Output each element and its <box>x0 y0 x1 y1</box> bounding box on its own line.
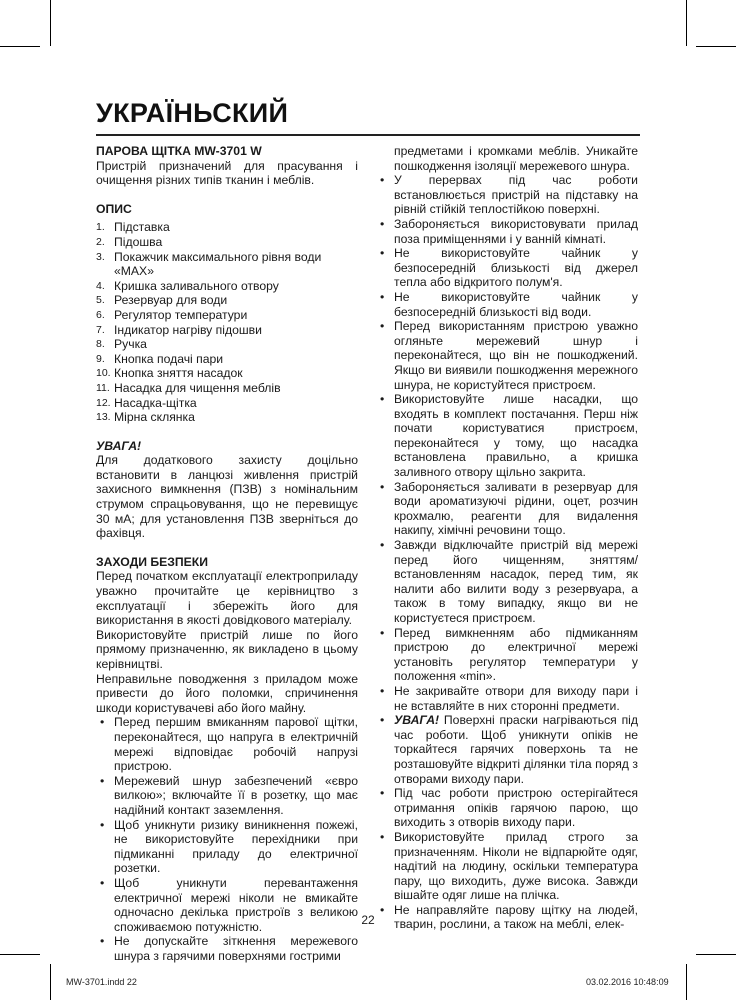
attention-text: Для додаткового захисту доцільно встановити в ланцюзі живлення пристрій захисного вимкнення (ПЗВ) з номінальним струмом спрацьовування, що не перевищує 30 мА; для установлення ПЗВ зверніться до фахівця. <box>96 453 358 541</box>
safety-heading: ЗАХОДИ БЕЗПЕКИ <box>96 554 209 569</box>
part-item <box>96 220 358 235</box>
bullet-text: Щоб уникнути ризику виникнення пожежі, не використовуйте перехідники при підмиканні приладу до електричної розетки. <box>114 817 358 876</box>
part-item <box>96 396 358 411</box>
crop-mark <box>696 46 736 47</box>
safety-bullet <box>376 246 638 290</box>
bullet-dot: • <box>380 829 385 844</box>
safety-bullet <box>376 684 638 713</box>
safety-bullet <box>376 786 638 830</box>
safety-bullet <box>96 715 358 773</box>
safety-bullet <box>376 173 638 217</box>
bullet-dot: • <box>100 934 105 949</box>
part-item <box>96 293 358 308</box>
footer-file: MW-3701.indd 22 <box>66 977 137 987</box>
bullet-dot: • <box>380 392 385 407</box>
safety-list-right-2 <box>376 786 638 932</box>
part-label: Резервуар для води <box>114 293 228 308</box>
part-label: Підставка <box>114 220 170 235</box>
heading-rule <box>96 134 640 136</box>
bullet-text: Не допускайте зіткнення мережевого шнура з гарячими поверхнями гострими <box>114 934 358 963</box>
safety-bullet <box>376 538 638 626</box>
intro-text: Пристрій призначений для прасування і очищення різних типів тканин і меблів. <box>96 158 358 188</box>
warning-bullet <box>376 713 638 786</box>
bullet-dot: • <box>380 319 385 334</box>
safety-bullet <box>96 934 358 963</box>
crop-mark <box>686 964 687 1000</box>
bullet-text: Щоб уникнути перевантаження електричної мережі ніколи не вмикайте одночасно декілька пристроїв з великою споживаємою потужністю. <box>114 875 358 934</box>
bullet-text: Не використовуйте чайник у безпосередній близькості від джерел тепла або відкритого полум'я. <box>394 246 638 290</box>
part-number: 5. <box>96 294 105 307</box>
bullet-dot: • <box>380 246 385 261</box>
part-item <box>96 235 358 250</box>
part-label: Кришка заливального отвору <box>114 278 279 293</box>
part-label: Підошва <box>114 234 163 249</box>
safety-paragraph: Використовуйте пристрій лише по його прямому призначенню, як викладено в цьому керівництві. <box>96 627 358 671</box>
part-label: Індикатор нагріву підошви <box>114 322 262 337</box>
bullet-text: Використовуйте лише насадки, що входять в комплект постачання. Перш ніж почати користуватися пристроєм, переконайтеся у тому, що насадка встановлена правильно, а кришка заливного отвору щільно закрита. <box>394 392 638 480</box>
safety-list-right <box>376 173 638 713</box>
bullet-text: Забороняється заливати в резервуар для води ароматизуючі рідини, оцет, розчин крохмалю, реагенти для видалення накипу, хімічні речовини тощо. <box>394 479 638 538</box>
page-heading: УКРАЇНЬСКИЙ <box>96 98 289 128</box>
bullet-text: Використовуйте прилад строго за призначенням. Ніколи не відпарюйте одяг, надітий на людину, оскільки температура пару, що виходить, дуже висока. Завжди вішайте одяг лише на плічка. <box>394 829 638 903</box>
page-number: 22 <box>361 913 375 927</box>
part-item <box>96 323 358 338</box>
crop-mark <box>696 954 736 955</box>
bullet-text: Не закривайте отвори для виходу пари і не вставляйте в них сторонні предмети. <box>394 683 638 713</box>
part-item <box>96 279 358 294</box>
bullet-text: Забороняється використовувати прилад поза приміщеннями і у ванній кімнаті. <box>394 216 638 246</box>
bullet-dot: • <box>380 216 385 231</box>
part-number: 2. <box>96 235 105 248</box>
part-number: 3. <box>96 250 105 263</box>
crop-mark <box>686 0 687 46</box>
safety-bullet <box>376 392 638 480</box>
bullet-dot: • <box>380 786 385 801</box>
parts-list <box>96 220 358 424</box>
bullet-text: Завжди відключайте пристрій від мережі перед його чищенням, зняттям/встановленням насадок, перед тим, як налити або вилити воду з резервуара, а також в тому випадку, якщо ви не користуєтеся пристроєм. <box>394 538 638 625</box>
bullet-dot: • <box>380 902 385 917</box>
bullet-text: Під час роботи пристрою остерігайтеся отримання опіків гарячою парою, що виходить з отворів виходу пари. <box>394 786 638 830</box>
part-item <box>96 410 358 425</box>
safety-bullet <box>96 774 358 818</box>
part-item <box>96 337 358 352</box>
safety-bullet <box>96 818 358 876</box>
crop-mark <box>50 964 51 1000</box>
footer-date: 03.02.2016 10:48:09 <box>586 977 669 987</box>
part-label: Насадка для чищення меблів <box>114 380 281 395</box>
part-label: Покажчик максимального рівня води «MAX» <box>114 249 322 279</box>
bullet-text: Не використовуйте чайник у безпосередній близькості від води. <box>394 289 638 319</box>
crop-mark <box>0 954 40 955</box>
part-number: 12. <box>96 396 111 409</box>
bullet-dot: • <box>380 479 385 494</box>
safety-bullet <box>376 830 638 903</box>
part-label: Мірна склянка <box>114 410 195 425</box>
safety-bullet <box>376 626 638 684</box>
bullet-text: Перед використанням пристрою уважно огляньте мережевий шнур і переконайтеся, що він не пошкоджений. Якщо ви виявили пошкодження мережного шнура, не користуйтеся пристроєм. <box>394 319 638 392</box>
part-item <box>96 366 358 381</box>
part-label: Кнопка зняття насадок <box>114 366 243 381</box>
part-label: Ручка <box>114 337 147 352</box>
part-number: 9. <box>96 352 105 365</box>
safety-bullet <box>376 290 638 319</box>
safety-paragraph: Перед початком експлуатації електроприладу уважно прочитайте це керівництво з експлуатації і збережіть його для використання в якості довідкового матеріалу. <box>96 569 358 628</box>
part-number: 10. <box>96 367 111 380</box>
part-number: 13. <box>96 411 111 424</box>
part-number: 1. <box>96 221 105 234</box>
warning-list <box>376 713 638 786</box>
bullet-dot: • <box>380 683 385 698</box>
attention-heading: УВАГА! <box>96 438 142 453</box>
part-number: 4. <box>96 279 105 292</box>
bullet-dot: • <box>100 773 105 788</box>
part-number: 6. <box>96 308 105 321</box>
safety-bullet <box>376 217 638 246</box>
part-label: Регулятор температури <box>114 307 248 322</box>
bullet-dot: • <box>100 715 105 730</box>
part-number: 7. <box>96 323 105 336</box>
part-item <box>96 308 358 323</box>
product-title: ПАРОВА ЩІТКА MW-3701 W <box>96 144 262 158</box>
crop-mark <box>50 0 51 46</box>
bullet-dot: • <box>100 875 105 890</box>
safety-bullet <box>376 480 638 538</box>
right-column <box>376 144 638 932</box>
part-number: 8. <box>96 338 105 351</box>
part-item <box>96 250 358 279</box>
part-label: Насадка-щітка <box>114 395 197 410</box>
bullet-text: Не направляйте парову щітку на людей, тварин, рослини, а також на меблі, елек- <box>394 902 638 932</box>
bullet-text: Перед першим вмиканням парової щітки, переконайтеся, що напруга в електричній мережі відповідає робочій напрузі пристрою. <box>114 715 358 774</box>
bullet-text: Перед вимкненням або підмиканням пристрою до електричної мережі установіть регулятор температури у положення «min». <box>394 625 638 684</box>
part-item <box>96 352 358 367</box>
part-label: Кнопка подачі пари <box>114 351 224 366</box>
bullet-dot: • <box>380 173 385 188</box>
bullet-dot: • <box>380 713 385 728</box>
bullet-dot: • <box>380 625 385 640</box>
continued-text: предметами і кромками меблів. Уникайте пошкодження ізоляції мережевого шнура. <box>394 144 638 173</box>
bullet-dot: • <box>380 538 385 553</box>
safety-bullet <box>376 319 638 392</box>
crop-mark <box>0 46 40 47</box>
warning-text: Поверхні праски нагріваються під час роботи. Щоб уникнути опіків не торкайтеся гарячих поверхонь та не розташовуйте відкриті ділянки тіла поряд з отворами виходу пари. <box>394 713 638 786</box>
part-number: 11. <box>96 381 110 394</box>
safety-paragraph: Неправильне поводження з приладом може привести до його поломки, спричинення шкоди користувачеві або його майну. <box>96 671 358 715</box>
part-item <box>96 381 358 396</box>
bullet-dot: • <box>380 289 385 304</box>
bullet-dot: • <box>100 817 105 832</box>
warning-label: УВАГА! <box>394 713 440 728</box>
bullet-text: Мережевий шнур забезпечений «євро вилкою»; включайте її в розетку, що має надійний контакт заземлення. <box>114 773 358 817</box>
left-column <box>96 144 358 963</box>
bullet-text: У перервах під час роботи встановлюється пристрій на підставку на рівній стійкій теплостійкою поверхні. <box>394 173 638 217</box>
description-heading: ОПИС <box>96 201 132 216</box>
